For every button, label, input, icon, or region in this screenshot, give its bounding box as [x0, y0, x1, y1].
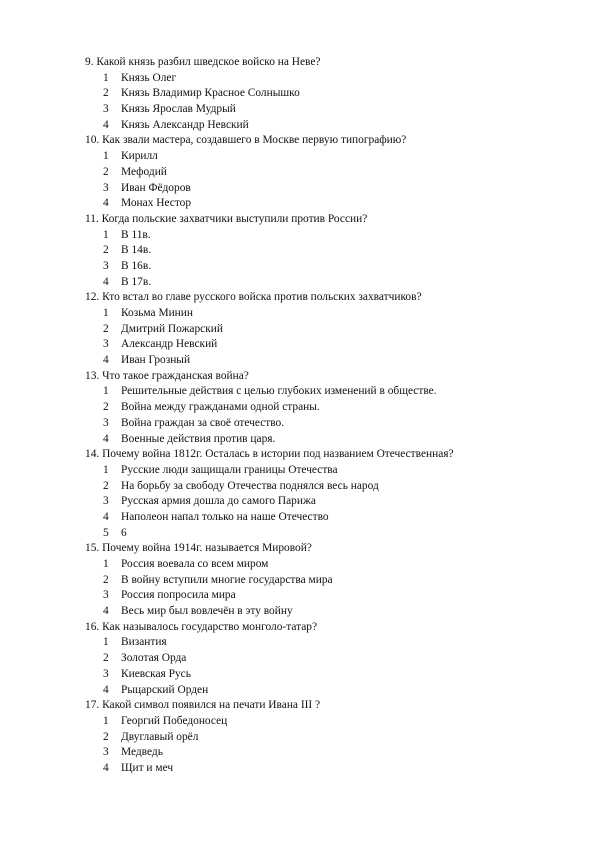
option-text: В 11в.	[121, 228, 151, 241]
option-number: 2	[103, 573, 109, 586]
option-text: В 16в.	[121, 259, 152, 272]
option-text: Князь Олег	[121, 71, 177, 84]
answer-option	[0, 228, 595, 244]
answer-option	[0, 196, 595, 212]
option-number: 1	[103, 71, 109, 84]
option-text: В 17в.	[121, 275, 152, 288]
question-text: 9. Какой князь разбил шведское войско на Неве?	[85, 56, 321, 68]
option-text: Русская армия дошла до самого Парижа	[121, 495, 316, 508]
option-text: Война граждан за своё отечество.	[121, 416, 285, 429]
option-number: 3	[103, 589, 109, 602]
option-number: 3	[103, 338, 109, 351]
answer-option	[0, 573, 595, 589]
option-text: Россия попросила мира	[121, 589, 236, 602]
option-number: 2	[103, 165, 109, 178]
answer-option	[0, 526, 595, 542]
answer-option	[0, 306, 595, 322]
option-text: Иван Фёдоров	[121, 181, 191, 194]
answer-option	[0, 181, 595, 197]
option-number: 2	[103, 401, 109, 414]
option-text: Князь Александр Невский	[121, 118, 249, 131]
option-text: Россия воевала со всем миром	[121, 558, 269, 570]
answer-option	[0, 604, 595, 620]
answer-option	[0, 588, 595, 604]
option-text: Двуглавый орёл	[121, 730, 199, 743]
answer-option	[0, 400, 595, 416]
option-number: 4	[103, 118, 109, 131]
option-text: На борьбу за свободу Отечества поднялся весь народ	[121, 479, 379, 492]
answer-option	[0, 165, 595, 181]
option-text: Рыцарский Орден	[121, 683, 209, 696]
answer-option	[0, 275, 595, 291]
option-text: Наполеон напал только на наше Отечество	[121, 510, 329, 523]
question-12	[0, 290, 595, 368]
question-text: 14. Почему война 1812г. Осталась в истории под названием Отечественная?	[85, 448, 454, 461]
option-text: Иван Грозный	[121, 354, 191, 367]
option-number: 2	[103, 322, 109, 335]
option-number: 3	[103, 259, 109, 272]
question-17	[0, 698, 595, 776]
option-text: Военные действия против царя.	[121, 432, 276, 445]
option-text: Монах Нестор	[121, 197, 192, 210]
option-text: Князь Владимир Красное Солнышко	[121, 87, 300, 100]
question-text: 10. Как звали мастера, создавшего в Москве первую типографию?	[85, 134, 407, 147]
answer-option	[0, 479, 595, 495]
answer-option	[0, 683, 595, 699]
answer-option	[0, 243, 595, 259]
option-number: 2	[103, 730, 109, 743]
option-text: Золотая Орда	[121, 652, 187, 665]
option-text: Киевская Русь	[121, 667, 191, 680]
answer-option	[0, 745, 595, 761]
question-text: 17. Какой символ появился на печати Ивана III ?	[85, 699, 321, 712]
option-number: 4	[103, 354, 109, 367]
question-14	[0, 447, 595, 541]
answer-option	[0, 149, 595, 165]
answer-option	[0, 432, 595, 448]
answer-option	[0, 761, 595, 777]
option-text: 6	[121, 526, 127, 539]
question-text: 15. Почему война 1914г. называется Мировой?	[85, 542, 312, 555]
document-page	[0, 55, 595, 777]
option-number: 1	[103, 228, 109, 241]
answer-option	[0, 71, 595, 87]
option-text: Козьма Минин	[121, 307, 193, 319]
question-16	[0, 620, 595, 698]
option-text: Медведь	[121, 746, 163, 759]
option-text: Александр Невский	[121, 338, 218, 351]
option-text: Весь мир был вовлечён в эту войну	[121, 605, 293, 618]
option-text: Щит и меч	[121, 761, 174, 774]
option-text: Война между гражданами одной страны.	[121, 401, 320, 414]
option-number: 3	[103, 746, 109, 759]
option-number: 4	[103, 197, 109, 210]
answer-option	[0, 86, 595, 102]
option-number: 2	[103, 244, 109, 257]
option-number: 3	[103, 416, 109, 429]
option-number: 1	[103, 714, 109, 727]
option-text: Князь Ярослав Мудрый	[121, 103, 236, 116]
option-number: 1	[103, 636, 109, 649]
question-text: 13. Что такое гражданская война?	[85, 369, 249, 382]
option-number: 4	[103, 275, 109, 288]
option-number: 4	[103, 683, 109, 696]
option-text: Кирилл	[121, 150, 158, 163]
answer-option	[0, 102, 595, 118]
option-text: В 14в.	[121, 244, 152, 257]
option-text: Византия	[121, 636, 167, 649]
option-number: 2	[103, 479, 109, 492]
option-number: 1	[103, 385, 109, 398]
answer-option	[0, 384, 595, 400]
answer-option	[0, 118, 595, 134]
question-15	[0, 541, 595, 619]
option-number: 1	[103, 463, 109, 476]
answer-option	[0, 416, 595, 432]
question-9	[0, 55, 595, 133]
option-number: 3	[103, 667, 109, 680]
question-text: 11. Когда польские захватчики выступили против России?	[85, 212, 368, 225]
option-number: 3	[103, 495, 109, 508]
option-text: Георгий Победоносец	[121, 714, 228, 727]
answer-option	[0, 259, 595, 275]
answer-option	[0, 730, 595, 746]
option-number: 1	[103, 150, 109, 163]
option-text: Русские люди защищали границы Отечества	[121, 463, 338, 476]
option-text: Дмитрий Пожарский	[121, 322, 223, 335]
question-text: 16. Как называлось государство монголо-татар?	[85, 620, 317, 633]
option-text: В войну вступили многие государства мира	[121, 573, 333, 586]
question-10	[0, 133, 595, 211]
answer-option	[0, 494, 595, 510]
option-text: Мефодий	[121, 165, 167, 178]
option-number: 1	[103, 307, 109, 319]
answer-option	[0, 322, 595, 338]
answer-option	[0, 463, 595, 479]
option-number: 5	[103, 526, 109, 539]
option-text: Решительные действия с целью глубоких изменений в обществе.	[121, 385, 437, 398]
answer-option	[0, 714, 595, 730]
answer-option	[0, 353, 595, 369]
option-number: 2	[103, 652, 109, 665]
answer-option	[0, 557, 595, 573]
option-number: 3	[103, 181, 109, 194]
question-text: 12. Кто встал во главе русского войска против польских захватчиков?	[85, 291, 422, 304]
option-number: 4	[103, 761, 109, 774]
option-number: 3	[103, 103, 109, 116]
question-11	[0, 212, 595, 290]
answer-option	[0, 510, 595, 526]
answer-option	[0, 651, 595, 667]
answer-option	[0, 635, 595, 651]
question-13	[0, 369, 595, 447]
option-number: 2	[103, 87, 109, 100]
answer-option	[0, 667, 595, 683]
option-number: 4	[103, 510, 109, 523]
answer-option	[0, 337, 595, 353]
option-number: 4	[103, 605, 109, 618]
option-number: 4	[103, 432, 109, 445]
option-number: 1	[103, 558, 109, 570]
